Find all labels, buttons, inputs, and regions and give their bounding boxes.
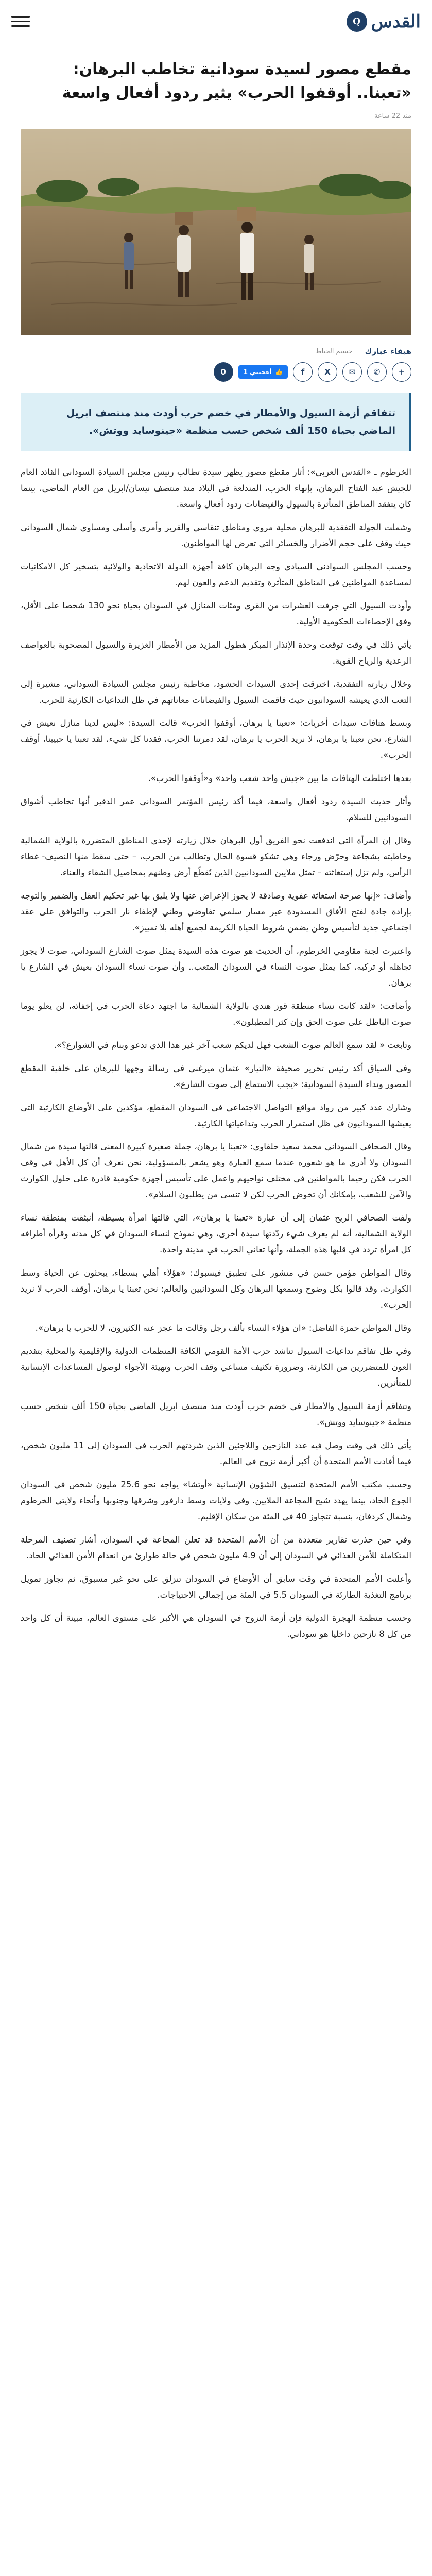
body-paragraph: ولفت الصحافي الريح عثمان إلى أن عبارة «تعبنا يا برهان»، التي قالتها امرأة بسيطة، أنبثقت بمنطقة نساء الولاية الشمالية، أنه لم يعرف شيء ردّدتها سيدة أخرى، وهي نموذج لنساء السودان في كل مدنه وقرأه أطرافه كل امرأة تردد في قلبها هذه الجملة، وأنها تعاني الحرب في مدينة واحدة. <box>21 1213 411 1255</box>
hamburger-icon[interactable] <box>11 12 30 31</box>
body-paragraph: وتتفاقم أزمة السيول والأمطار في خضم حرب أودت منذ منتصف ابريل الماضي بحياة 150 ألف شخص حسب منظمة «جينوسايد ووتش». <box>21 1401 411 1427</box>
body-paragraph: وحسب مكتب الأمم المتحدة لتنسيق الشؤون الإنسانية «أوتشا» يواجه نحو 25.6 مليون شخص في السودان الجوع الحاد، بينما يهدد شبح المجاعة الملايين. وفي ولايات وسط دارفور وشرقها وجنوبها وأنحاء ولايتي الخرطوم وشمال كردفان، بنسبة تتجاوز 40 في المئة من سكان الإقليم. <box>21 1480 411 1521</box>
hero-image <box>21 129 411 335</box>
site-logo[interactable] <box>347 11 421 32</box>
facebook-share-icon[interactable]: f <box>293 362 313 382</box>
body-paragraph: وشملت الجولة التفقدية للبرهان محلية مروي ومناطق تنقاسي والقرير وأمري وأسلي ومساوي شمال السوداني حيث وقف على حجم الأضرار والخسائر التي تعرض لها المواطنون. <box>21 522 411 548</box>
body-paragraph: وبسط هتافات سيدات أخريات: «تعبنا يا برهان، أوقفوا الحرب» قالت السيدة: «ليس لدينا منازل نعيش في الشارع، نحن تعبنا يا برهان، لا نريد الحرب يا برهان، لقد دمرتنا الحرب، فقدنا كل شيء، لقد تعبنا يا حبيبنا، أوقف الحرب». <box>21 718 411 760</box>
body-paragraph: وقال إن المرأة التي اندفعت نحو الفريق أول البرهان خلال زيارته لإحدى المناطق المتضررة بالولاية الشمالية وخاطبته بشجاعة وحرّض ورجاء وهي تشكو قسوة الحال وتطالب من الحرب، – حتى سقط منها النصيف- غطاء الرأس، ولم تزل إستغاثته – تمثل ملايين السودانيين الذين تُقطّع أرض وطنهم بمحاصيل الشقاء والعناء. <box>21 836 411 877</box>
body-paragraph: وشارك عدد كبير من رواد مواقع التواصل الاجتماعي في السودان المقطع، مؤكدين على الأوضاع الكارثية التي يعيشها السودانيون في ظل استمرار الحرب وتداعياتها الكارثية. <box>21 1103 411 1128</box>
logo-mark: Q <box>347 11 367 32</box>
body-paragraph: وفي حين حذرت تقارير متعددة من أن الأمم المتحدة قد تعلن المجاعة في السودان، أشار تصنيف المرحلة المتكاملة للأمن الغذائي في السودان إلى أن 4.9 مليون شخص في حالة طوارئ من انعدام الأمن الغذائي الحاد. <box>21 1535 411 1561</box>
x-share-icon[interactable]: X <box>318 362 337 382</box>
body-paragraph: وخلال زيارته التفقدية، اخترقت إحدى السيدات الحشود، مخاطبة رئيس مجلس السيادة السوداني، مشيرة إلى التعب الذي يعيشه السودانيون حيث فاقمت السيول والفيضانات معاناتهم في ظل التداعيات الكارثية للحرب. <box>21 679 411 705</box>
thumbs-up-icon: 👍 <box>275 368 283 376</box>
email-share-icon[interactable]: ✉ <box>342 362 362 382</box>
article-date: منذ 22 ساعة <box>374 112 411 120</box>
body-paragraph: وأثار حديث السيدة ردود أفعال واسعة، فيما أكد رئيس المؤتمر السوداني عمر الدقير أنها تخاطب أشواق السودانيين للسلام. <box>21 796 411 822</box>
body-paragraph: وتابعت « لقد سمع العالم صوت الشعب فهل لديكم شعب آخر غير هذا الذي تدعو وبنام في الشوارع؟». <box>54 1040 411 1050</box>
body-paragraph: يأتي ذلك في وقت وصل فيه عدد النازحين واللاجئين الذين شردتهم الحرب في السودان إلى 11 مليون شخص، فيما أفادت الأمم المتحدة أن أكبر أزمة نزوح في العالم. <box>21 1440 411 1466</box>
body-paragraph: وقال الصحافي السوداني محمد سعيد حلفاوي: «تعبنا يا برهان، جملة صغيرة كبيرة المعنى قالتها سيدة من شمال السودان ولا أدري ما هو شعوره عندما سمع العبارة وهو يشعر بالمسؤولية، نحن نعرف أن كل الأهل في وقف الحرب فكن رحيما بالمواطنين في مختلف نواحيهم واعمل على تأسيس أجهزة حكومية قادرة على حلول الكوارث والآمن للشعب، بإمكانك أن تخوض الحرب لكن لا تنسى من يطلبون السلام». <box>21 1142 411 1199</box>
body-paragraph: يأتي ذلك في وقت توقعت وحدة الإنذار المبكر هطول المزيد من الأمطار الغزيرة والسيول المصحوبة بالعواصف الرعدية والرياح القوية. <box>21 640 411 666</box>
comments-count-badge[interactable]: 0 <box>214 362 233 382</box>
article-headline: مقطع مصور لسيدة سودانية تخاطب البرهان: «تعبنا.. أوقفوا الحرب» يثير ردود أفعال واسعة <box>62 60 411 102</box>
site-header <box>0 0 432 43</box>
body-paragraph: وقال المواطن مؤمن حسن في منشور على تطبيق فيسبوك: «هؤلاء أهلي بسطاء، يبحثون عن الحياة وسط الكوارث، وقد قالوا بكل وضوح وسمعها البرهان وكل السودانيين والعالم: نحن تعبنا يا برهان، أوقف الحرب لا نريد الحرب». <box>21 1268 411 1310</box>
body-paragraph: وأضاف: «إنها صرخة استغاثة عفوية وصادقة لا يجوز الإعراض عنها ولا يليق بها غير تحكيم العقل والضمير والتوجه بإرادة جادة لفتح الأفاق المسدودة عبر مسار سلمي تفاوضي وطني لإطفاء نار الحرب والتوافق على عقد اجتماعي جديد لتأسيس وطن يضمن شروط الحياة الكريمة لجميع أهله بلا تمييز». <box>21 891 411 933</box>
like-label: أعجبني 1 <box>243 368 272 376</box>
body-paragraph: بعدها اختلطت الهتافات ما بين «جيش واحد شعب واحد» و«أوقفوا الحرب». <box>148 773 411 783</box>
body-paragraph: الخرطوم ـ «القدس العربي»: أثار مقطع مصور يظهر سيدة تطالب رئيس مجلس السيادة السوداني القائد العام للجيش عبد الفتاح البرهان، بإنهاء الحرب، المندلعة في البلاد منذ منتصف نيسان/ابريل من العام الماضي، بينما كان يتفقد المناطق المتأثرة بالسيول والفيضانات ردود أفعال واسعة. <box>21 467 411 509</box>
body-paragraph: وفي السياق أكد رئيس تحرير صحيفة «التيار» عثمان ميرغني في رسالة وجهها للبرهان على خلفية المقطع المصور ونداء السيدة السودانية: «يجب الاستماع إلى صوت الشارع». <box>21 1063 411 1089</box>
body-paragraph: وأضافت: «لقد كانت نساء منطقة قوز هندي بالولاية الشمالية ما اجتهد دعاة الحرب في إخفائه، لن يعلو يوما صوت الباطل على صوت الحق وإن كثر المطبلون». <box>21 1001 411 1027</box>
body-paragraph: وأعلنت الأمم المتحدة في وقت سابق أن الأوضاع في السودان تنزلق على نحو غير مسبوق، ثم تجاوز تمويل برنامج التغذية الطارئة في السودان 5.5 في المئة من إجمالي الاحتياجات. <box>21 1574 411 1600</box>
body-paragraph: وحسب المجلس السوادني السيادي وجه البرهان كافة أجهزة الدولة الاتحادية والولائية بتسخير كل الامكانيات لمساعدة المواطنين في المناطق المتأثرة وتقديم الدعم والعون لهم. <box>21 562 411 587</box>
body-paragraph: وفي ظل تفاقم تداعيات السيول تناشد حزب الأمة القومي الكافة المنظمات الدولية والإقليمية والمحلية بتقديم العون للمتضررين من الكارثة، وضرورة تكثيف مساعي وقف الحرب وتهيئة الأجواء لوصول المساعدات الإنسانية للمتأثرين. <box>21 1346 411 1388</box>
logo-text: القدس <box>371 11 421 32</box>
byline <box>21 347 411 356</box>
share-bar <box>21 362 411 382</box>
whatsapp-share-icon[interactable]: ✆ <box>367 362 387 382</box>
article-body <box>21 464 411 1642</box>
flood-photo <box>21 129 411 335</box>
article-summary: تتفاقم أزمة السيول والأمطار في خضم حرب أودت منذ منتصف ابريل الماضي بحياة 150 ألف شخص حسب منظمة «جينوسايد ووتش». <box>21 393 411 451</box>
body-paragraph: وحسب منظمة الهجرة الدولية فإن أزمة النزوح في السودان هي الأكبر على مستوى العالم، مبينة أن كل واحد من كل 8 نازحين داخليا هو سوداني. <box>21 1613 411 1639</box>
article <box>0 58 432 1642</box>
facebook-like-button[interactable] <box>238 365 288 379</box>
body-paragraph: وأودت السيول التي جرفت العشرات من القرى ومئات المنازل في السودان بحياة نحو 130 شخصا على الأقل، وفق الإحصاءات الحكومية الأولية. <box>21 601 411 626</box>
author-name[interactable]: هيفاء عبارك <box>365 347 411 356</box>
body-paragraph: واعتبرت لجنة مقاومي الخرطوم، أن الحديث هو صوت هذه السيدة يمثل صوت الشارع السوداني، صوت لا يجوز تجاهله أو تركيه، كما يمثل صوت النساء في السودان المتعب.. وأن صوت نساء السودان بعيش في الشارع يا برهان. <box>21 946 411 988</box>
editor-name: حسيم الخياط <box>315 347 353 355</box>
plus-share-icon[interactable]: + <box>392 362 411 382</box>
body-paragraph: وقال المواطن حمزة الفاضل: «ان هؤلاء النساء بألف رجل وقالت ما عجز عنه الكثيرون، لا للحرب يا برهان». <box>35 1323 411 1333</box>
